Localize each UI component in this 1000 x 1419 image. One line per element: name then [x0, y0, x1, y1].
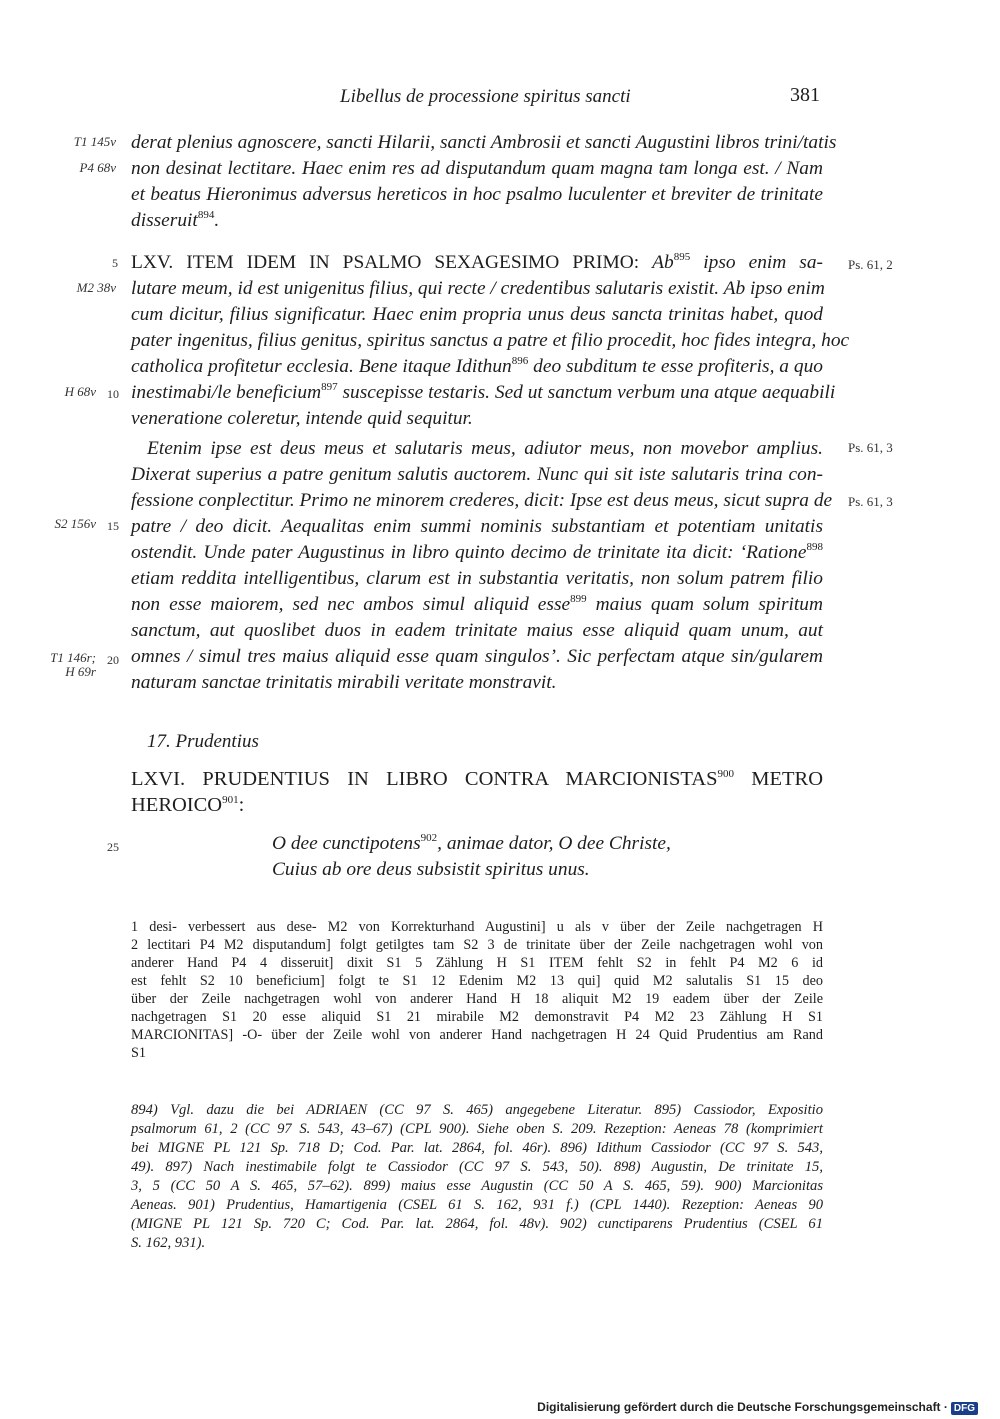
margin-siglum: S2 156v	[54, 516, 96, 531]
margin-siglum: T1 146r;	[50, 650, 96, 665]
line-number: 5	[112, 256, 118, 270]
apparatus-line: MARCIONITAS] -O- über der Zeile wohl von anderer Hand nachgetragen H 24 Quid Prudentius am Rand	[131, 1027, 823, 1043]
text-line: cum dicitur, filius significatur. Haec enim propria unus deus sancta trinitas habet, quod	[131, 304, 823, 325]
text-line	[131, 380, 836, 406]
text-line: disseruit$^{894}$.	[131, 209, 220, 231]
text-line: etiam reddita intelligentibus, clarum est in substantia veritatis, non solum patrem filio	[131, 568, 823, 589]
digitization-credit	[537, 1400, 978, 1415]
text-line: derat plenius agnoscere, sancti Hilarii, sancti Ambrosii et sancti Augustini libros trini/tatis	[131, 132, 837, 153]
text-line	[131, 540, 823, 566]
footnote-ref: 899	[570, 593, 587, 605]
title-segment: :	[238, 794, 245, 816]
margin-siglum: T1 145v	[73, 134, 116, 149]
text-line: sanctum, aut quoslibet duos in eadem trinitate maius esse aliquid quam unum, aut	[131, 620, 823, 641]
title-segment: METRO	[751, 768, 823, 790]
footnote-line: 49). 897) Nach inestimabile folgt te Cassiodor (CC 97 S. 543, 50). 898) Augustin, De trinitate 15,	[131, 1159, 823, 1175]
text-line: et beatus Hieronimus adversus hereticos in hoc psalmo luculenter et breviter de trinitate	[131, 184, 823, 205]
text-segment: maius quam solum spiritum	[595, 594, 823, 615]
title-segment: HEROICO	[131, 794, 223, 816]
page-number: 381	[790, 84, 820, 106]
credit-text: Digitalisierung gefördert durch die Deutsche Forschungsgemeinschaft ·	[537, 1400, 948, 1414]
apparatus-line: nachgetragen S1 20 esse aliquid S1 21 mirabile M2 demonstravit P4 M2 23 Zählung H S1	[131, 1009, 823, 1025]
chapter-heading: LXV. ITEM IDEM IN PSALMO SEXAGESIMO PRIMO:	[131, 252, 640, 273]
dfg-logo-icon: DFG	[951, 1402, 978, 1415]
footnote-line: 894) Vgl. dazu die bei ADRIAEN (CC 97 S. 465) angegebene Literatur. 895) Cassiodor, Expositio	[131, 1102, 823, 1118]
margin-siglum: P4 68v	[79, 160, 116, 175]
apparatus-line: 1 desi- verbessert aus dese- M2 von Korrekturhand Augustini] u als v über der Zeile nachgetragen H	[131, 919, 823, 935]
poem-segment: O dee cunctipotens	[272, 833, 421, 854]
footnote-ref: 895	[673, 251, 691, 263]
apparatus-line: 2 lectitari P4 M2 disputandum] folgt getilgtes tam S2 3 de trinitate über der Zeile nachgetragen wohl von	[131, 937, 823, 953]
text-line: patre / deo dicit. Aequalitas enim summi nominis substantiam et potentiam unitatis	[131, 516, 823, 537]
footnote-ref: 894	[197, 209, 215, 221]
text-segment: inestimabi/le beneficium	[131, 382, 322, 403]
margin-siglum: M2 38v	[76, 280, 116, 295]
text-line: omnes / simul tres maius aliquid esse quam singulos’. Sic perfectam atque sin/gularem	[131, 646, 823, 667]
text-line	[131, 250, 823, 276]
text-segment: suscepisse testaris. Sed ut sanctum verbum una atque aequabili	[342, 382, 836, 403]
chapter-title	[131, 766, 823, 792]
text-line: naturam sanctae trinitatis mirabili veritate monstravit.	[131, 672, 557, 693]
text-segment: ipso enim sa-	[703, 252, 823, 273]
line-number: 20	[107, 653, 119, 667]
psalm-reference: Ps. 61, 3	[848, 440, 893, 455]
footnote-line: S. 162, 931).	[131, 1235, 206, 1251]
chapter-title	[131, 792, 823, 818]
margin-siglum: H 68v	[64, 384, 96, 399]
footnote-ref: 901	[222, 794, 239, 806]
text-line	[131, 354, 823, 380]
line-number: 25	[107, 840, 119, 854]
poem-segment: , animae dator, O dee Christe,	[437, 833, 671, 854]
text-segment: disseruit	[131, 210, 198, 231]
title-segment: LXVI. PRUDENTIUS IN LIBRO CONTRA MARCIONISTAS	[131, 768, 718, 790]
footnote-line: psalmorum 61, 2 (CC 97 S. 543, 43–67) (CPL 900). Siehe oben S. 209. Rezeption: Aeneas 78 (komprimiert	[131, 1121, 823, 1137]
text-line: pater ingenitus, filius genitus, spiritus sanctus a patre et filio procedit, hoc fides integra, hoc	[131, 330, 850, 351]
line-number: 15	[107, 519, 119, 533]
apparatus-line: anderer Hand P4 4 disseruit] dixit S1 5 Zählung H S1 ITEM fehlt S2 in fehlt P4 M2 6 id	[131, 955, 823, 971]
apparatus-line: est fehlt S2 10 beneficium] folgt te S1 12 Edenim M2 13 qui] quid M2 salutalis S1 15 deo	[131, 973, 823, 989]
footnote-ref: 897	[321, 381, 338, 393]
footnote-line: (MIGNE PL 121 Sp. 720 C; Cod. Par. lat. 2864, fol. 48v). 902) cunctiparens Prudentius (CSEL 61	[131, 1216, 823, 1232]
footnote-ref: 896	[511, 355, 529, 367]
text-segment: Ab	[652, 252, 674, 273]
apparatus-line: S1	[131, 1045, 146, 1061]
footnote-line: bei MIGNE PL 121 Sp. 718 D; Cod. Par. lat. 2864, fol. 46r). 896) Idithum Cassiodor (CC 97 S. 543,	[131, 1140, 823, 1156]
text-segment: ostendit. Unde pater Augustinus in libro quinto decimo de trinitate ita dicit: ‘Ratione	[131, 542, 807, 563]
footnote-line: 3, 5 (CC 50 A S. 465, 57–62). 899) maius esse Augustin (CC 50 A S. 465, 59). 900) Marcionitas	[131, 1178, 823, 1194]
margin-siglum: H 69r	[65, 664, 96, 679]
text-line: Etenim ipse est deus meus et salutaris meus, adiutor meus, non movebor amplius.	[147, 438, 823, 459]
apparatus-line: über der Zeile nachgetragen wohl von anderer Hand H 18 aliquit M2 19 eadem über der Zeile	[131, 991, 823, 1007]
footnote-ref: 898	[806, 541, 823, 553]
psalm-reference: Ps. 61, 3	[848, 494, 893, 509]
text-line: fessione conplectitur. Primo ne minorem crederes, dicit: Ipse est deus meus, sicut supra de	[131, 490, 833, 511]
psalm-reference: Ps. 61, 2	[848, 257, 893, 272]
text-segment: deo subditum te esse profiteris, a quo	[533, 356, 823, 377]
text-segment: non esse maiorem, sed nec ambos simul aliquid esse	[131, 594, 571, 615]
footnote-ref: 902	[420, 832, 438, 844]
section-heading: 17. Prudentius	[147, 731, 259, 752]
text-line: non desinat lectitare. Haec enim res ad disputandum quam magna tam longa est. / Nam	[131, 158, 823, 179]
text-line: veneratione coleretur, intende quid sequitur.	[131, 408, 473, 429]
poem-line	[272, 833, 671, 855]
text-line: Dixerat superius a patre genitum salutis auctorem. Nunc qui sit iste salutaris trina con-	[131, 464, 823, 485]
footnote-line: Aeneas. 901) Prudentius, Hamartigenia (CSEL 61 S. 162, 931 f.) (CPL 1440). Rezeption: Aeneas 90	[131, 1197, 823, 1213]
line-number: 10	[107, 387, 119, 401]
running-head-title: Libellus de processione spiritus sancti	[340, 86, 631, 107]
poem-line: Cuius ab ore deus subsistit spiritus unus.	[272, 859, 590, 880]
footnote-ref: 900	[717, 768, 734, 780]
text-line: lutare meum, id est unigenitus filius, qui recte / credentibus salutaris existit. Ab ipso enim	[131, 278, 825, 299]
text-segment: catholica profitetur ecclesia. Bene itaque Idithun	[131, 356, 512, 377]
text-line	[131, 592, 823, 618]
